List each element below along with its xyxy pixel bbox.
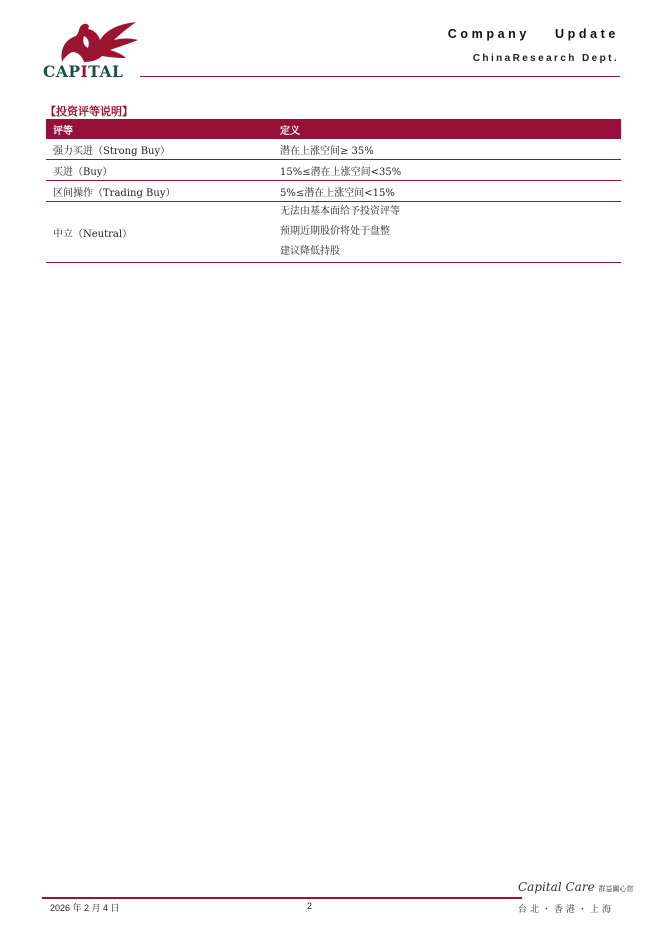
table-row bbox=[46, 202, 621, 263]
definition-cell bbox=[273, 202, 621, 263]
definition-line: 无法由基本面给予投资评等 bbox=[280, 206, 400, 217]
report-date: 2026 年 2 月 4 日 bbox=[50, 903, 120, 913]
capital-logo bbox=[42, 20, 142, 80]
report-type: Company Update bbox=[447, 27, 619, 41]
definition-line: 建议降低持股 bbox=[280, 246, 340, 257]
page-number: 2 bbox=[307, 901, 313, 911]
brand-capital: Capital bbox=[518, 880, 562, 894]
definition-cell: 15%≤潜在上涨空间<35% bbox=[273, 160, 621, 181]
table-row bbox=[46, 160, 621, 181]
brand-cities: 台北・香港・上海 bbox=[518, 905, 615, 915]
column-header-definition: 定义 bbox=[273, 119, 621, 139]
brand-care: Care bbox=[565, 880, 595, 894]
table-row bbox=[46, 181, 621, 202]
eagle-logo-icon bbox=[54, 20, 140, 64]
rating-cell: 强力买进（Strong Buy） bbox=[46, 139, 273, 160]
section-title: 【投资评等说明】 bbox=[45, 105, 133, 118]
department: ChinaResearch Dept. bbox=[472, 53, 619, 64]
column-header-rating: 评等 bbox=[46, 119, 273, 139]
rating-cell: 中立（Neutral） bbox=[46, 202, 273, 263]
rating-cell: 买进（Buy） bbox=[46, 160, 273, 181]
capital-care-brand bbox=[518, 880, 634, 915]
logo-wordmark: CAPITAL bbox=[43, 62, 124, 81]
definition-cell: 潜在上涨空间≥ 35% bbox=[273, 139, 621, 160]
brand-script bbox=[518, 880, 634, 894]
table-row bbox=[46, 139, 621, 160]
definition-cell: 5%≤潜在上涨空间<15% bbox=[273, 181, 621, 202]
definition-line: 预期近期股价将处于盘整 bbox=[280, 226, 390, 237]
footer-divider bbox=[42, 897, 522, 899]
table-header-row bbox=[46, 119, 621, 139]
brand-cn: 群益關心您 bbox=[598, 885, 634, 893]
header-divider bbox=[140, 76, 620, 77]
header-right bbox=[448, 27, 619, 64]
rating-cell: 区间操作（Trading Buy） bbox=[46, 181, 273, 202]
rating-table bbox=[46, 119, 621, 263]
